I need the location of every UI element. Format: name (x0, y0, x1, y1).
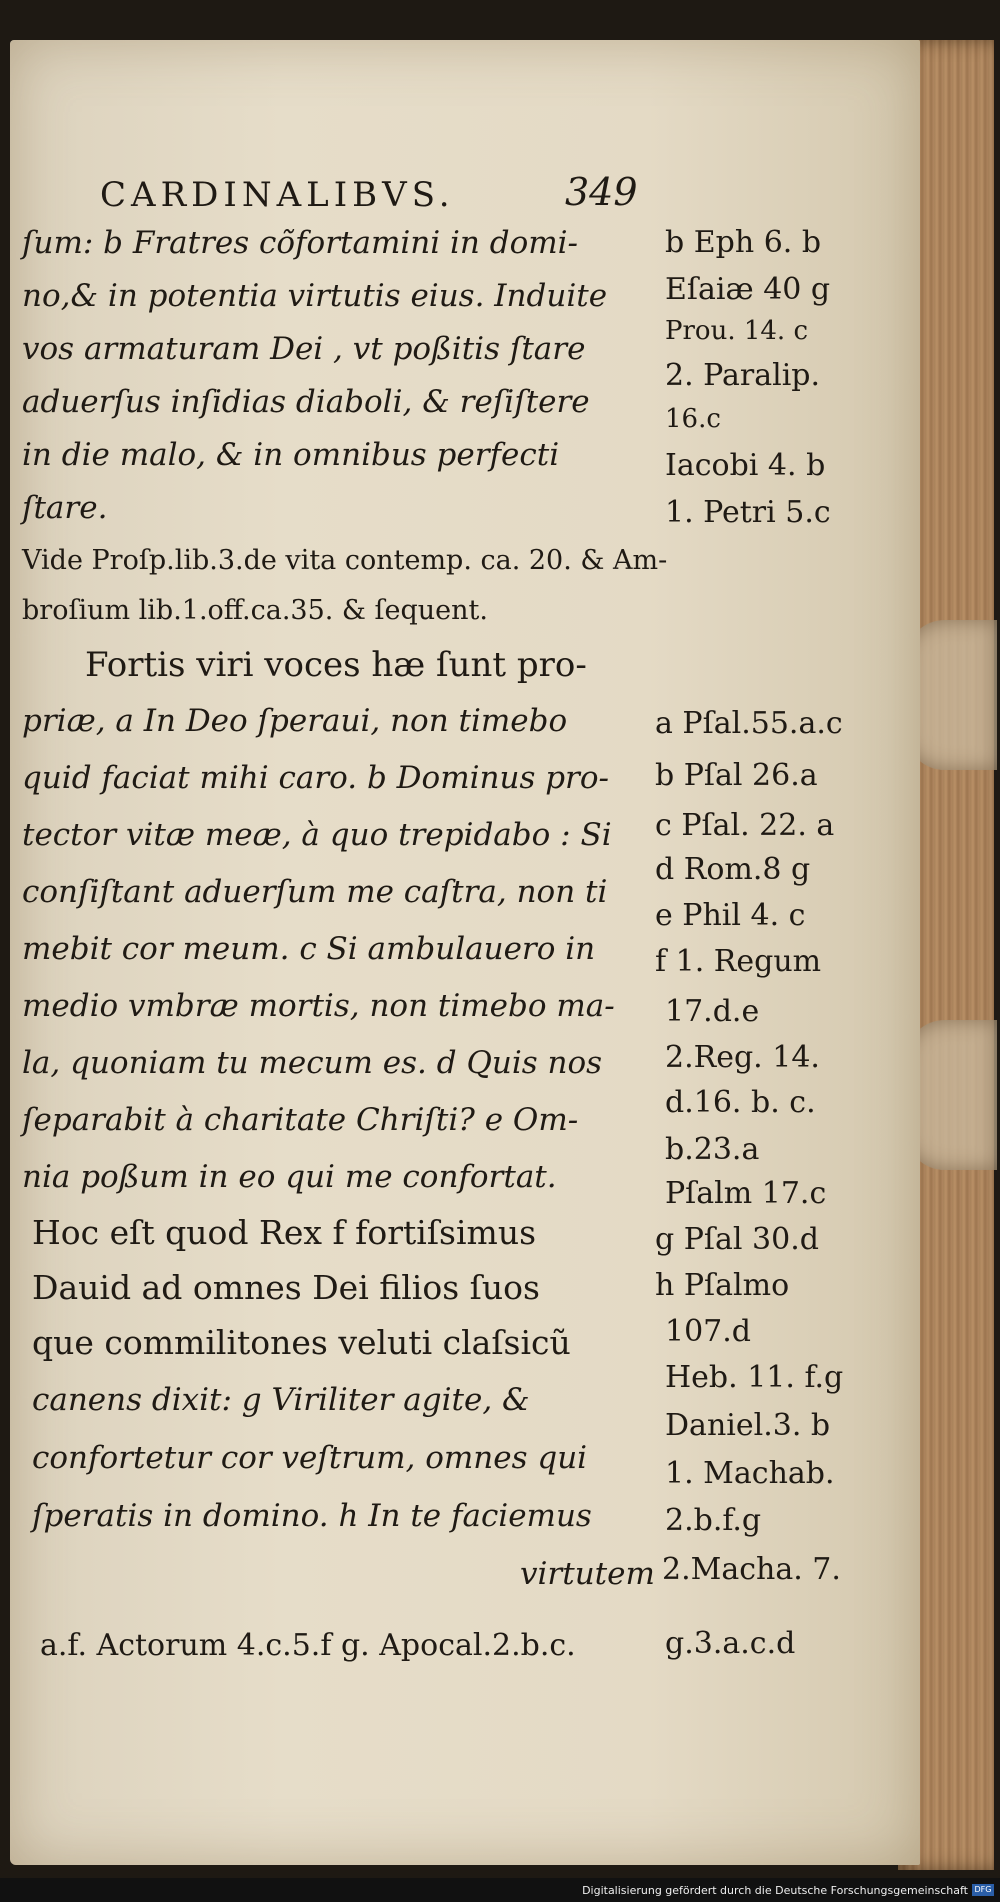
dfg-logo: DFG (972, 1884, 994, 1896)
margin-note: b Pſal 26.a (655, 758, 818, 793)
body-line: que commilitones veluti claſsicũ (32, 1323, 571, 1362)
body-line: tector vitæ meæ, à quo trepidabo : Si (22, 817, 612, 853)
margin-note: Daniel.3. b (665, 1408, 831, 1443)
body-line: nia poßum in eo qui me confortat. (22, 1159, 557, 1195)
margin-note: 1. Machab. (665, 1456, 835, 1491)
body-line: ſperatis in domino. h In te faciemus (32, 1498, 592, 1534)
margin-note: d.16. b. c. (665, 1085, 816, 1120)
body-line: ſeparabit à charitate Chriſti? e Om- (22, 1102, 579, 1138)
margin-note: 2.Macha. 7. (662, 1552, 841, 1587)
margin-note: 17.d.e (665, 994, 760, 1029)
margin-note: 2. Paralip. (665, 358, 821, 393)
body-line: mebit cor meum. c Si ambulauero in (22, 931, 596, 967)
body-line: Hoc eſt quod Rex f fortiſsimus (32, 1213, 537, 1252)
margin-note: 107.d (665, 1314, 752, 1349)
margin-note: g.3.a.c.d (665, 1626, 796, 1661)
body-line: conſiſtant aduerſum me caſtra, non ti (22, 874, 608, 910)
margin-note: Eſaiæ 40 g (665, 272, 831, 307)
body-line: la, quoniam tu mecum es. d Quis nos (22, 1045, 603, 1081)
margin-note: b Eph 6. b (665, 225, 822, 260)
body-line: ſtare. (22, 490, 108, 526)
body-line: Fortis viri voces hæ ſunt pro- (85, 645, 587, 685)
body-line: quid faciat mihi caro. b Dominus pro- (22, 760, 610, 796)
body-line: Vide Proſp.lib.3.de vita contemp. ca. 20. & Am- (22, 545, 668, 576)
body-line: aduerſus inſidias diaboli, & reſiſtere (22, 384, 590, 420)
margin-note: Heb. 11. f.g (665, 1360, 844, 1395)
margin-note: Prou. 14. c (665, 316, 809, 346)
body-line: virtutem (520, 1556, 655, 1592)
body-line: no,& in potentia virtutis eius. Induite (22, 278, 608, 314)
margin-note: b.23.a (665, 1132, 760, 1167)
margin-note: g Pſal 30.d (655, 1222, 819, 1257)
body-line: confortetur cor veſtrum, omnes qui (32, 1440, 588, 1476)
digitization-credit: Digitalisierung gefördert durch die Deutsche Forschungsgemeinschaft (582, 1884, 968, 1897)
page-number: 349 (565, 170, 638, 214)
margin-note: 2.Reg. 14. (665, 1040, 820, 1075)
margin-note: 16.c (665, 404, 721, 434)
margin-note: f 1. Regum (655, 944, 822, 979)
margin-note: e Phil 4. c (655, 898, 806, 933)
margin-note: h Pſalmo (655, 1268, 790, 1303)
margin-note: c Pſal. 22. a (655, 808, 835, 843)
margin-note: Pſalm 17.c (665, 1176, 827, 1211)
margin-note: 2.b.f.g (665, 1503, 762, 1538)
running-head: CARDINALIBVS. (100, 175, 455, 215)
body-line: Dauid ad omnes Dei filios ſuos (32, 1268, 540, 1307)
margin-note: d Rom.8 g (655, 852, 811, 887)
body-line: in die malo, & in omnibus perfecti (22, 437, 560, 473)
body-line: canens dixit: g Viriliter agite, & (32, 1382, 530, 1418)
body-line: priæ, a In Deo ſperaui, non timebo (22, 703, 568, 739)
body-line: a.f. Actorum 4.c.5.f g. Apocal.2.b.c. (40, 1628, 576, 1663)
body-line: broſium lib.1.off.ca.35. & ſequent. (22, 595, 488, 626)
body-line: medio vmbræ mortis, non timebo ma- (22, 988, 615, 1024)
body-line: ſum: b Fratres cõfortamini in domi- (22, 225, 579, 261)
margin-note: 1. Petri 5.c (665, 495, 831, 530)
margin-note: Iacobi 4. b (665, 448, 826, 483)
margin-note: a Pſal.55.a.c (655, 706, 843, 741)
body-line: vos armaturam Dei , vt poßitis ſtare (22, 331, 586, 367)
